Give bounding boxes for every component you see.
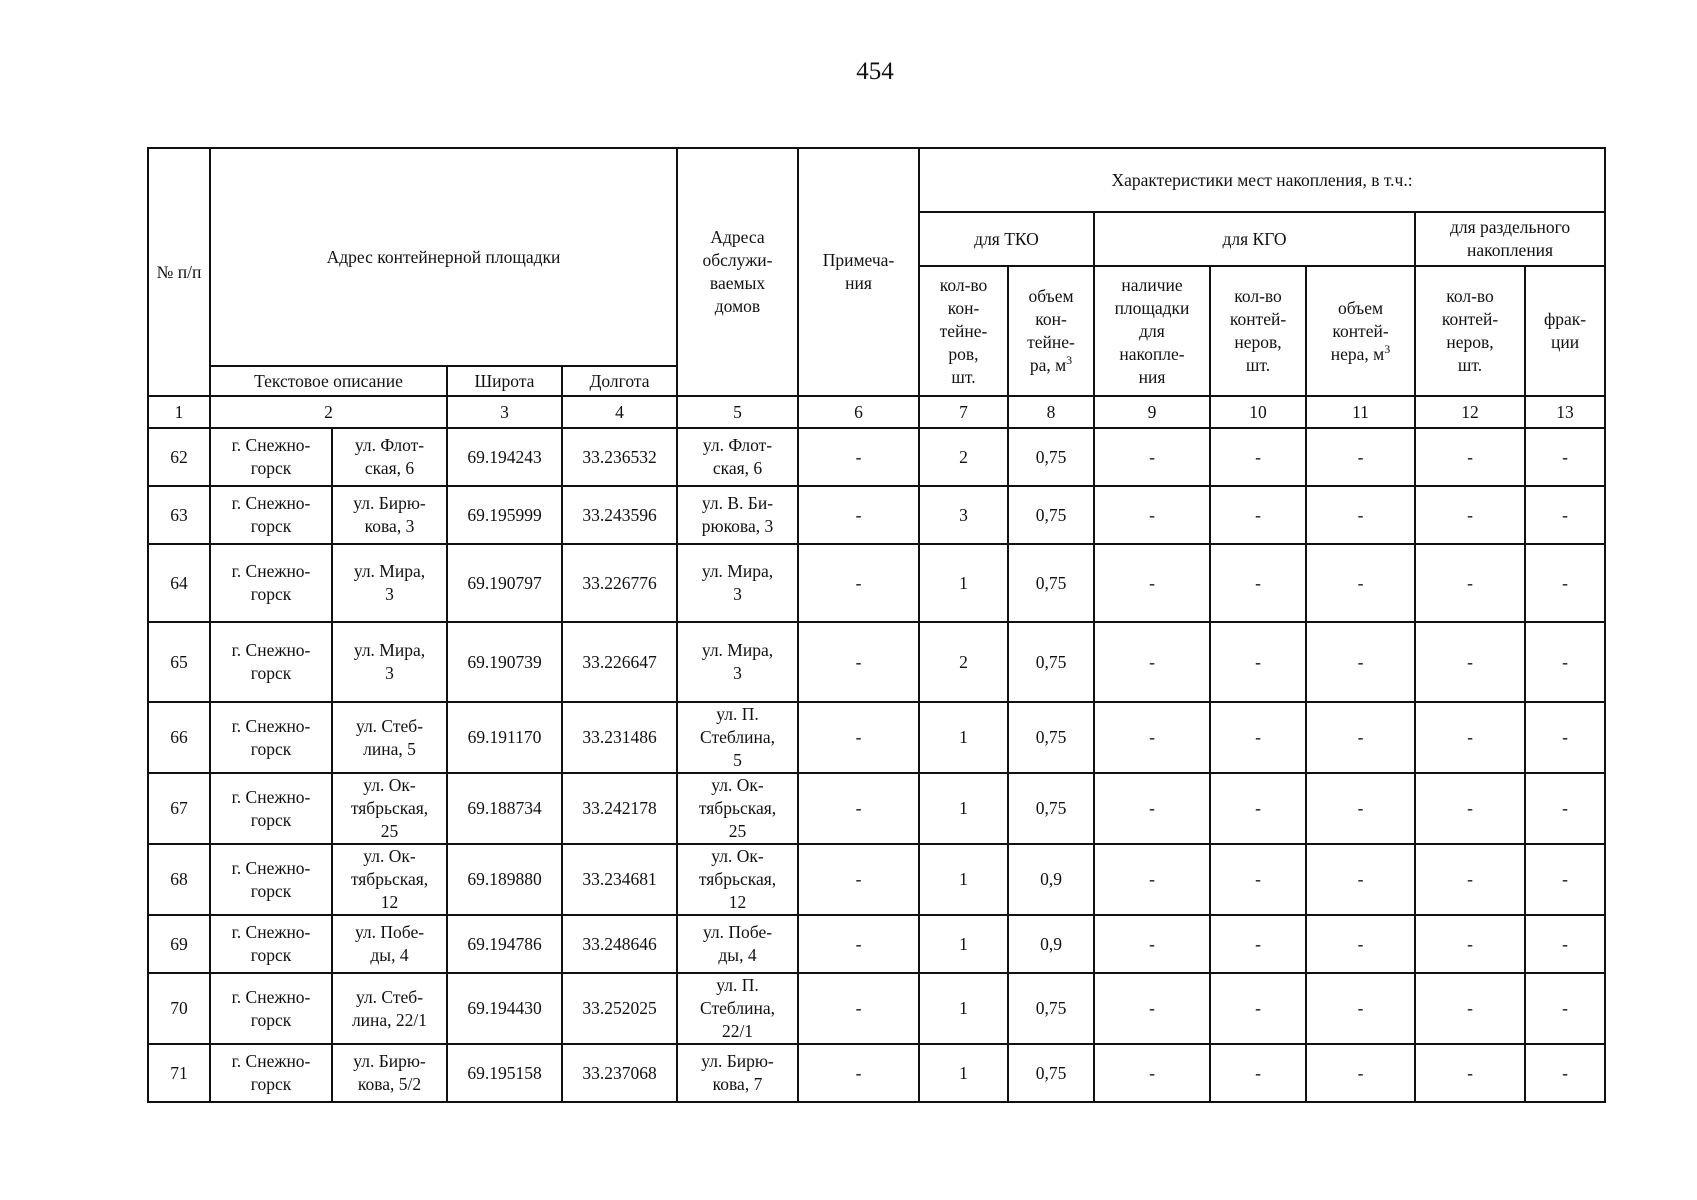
header-separate (1415, 212, 1605, 266)
table-row (148, 844, 1605, 915)
street-cell-line: ул. Бирю- (353, 1051, 426, 1071)
header-line: площадки (1114, 297, 1190, 318)
separate-count-cell: - (1415, 973, 1525, 1044)
fractions-cell: - (1525, 428, 1605, 486)
served-houses-cell (677, 1044, 798, 1102)
longitude-cell: 33.248646 (562, 915, 677, 973)
colnum: 9 (1094, 396, 1210, 428)
header-line: неров, (1234, 332, 1282, 352)
served-houses-cell-line: 25 (728, 821, 747, 841)
header-line: ра, $м^3$ (1029, 353, 1073, 375)
header-line: нера, $м^3$ (1330, 341, 1391, 364)
header-line: фрак- (1543, 309, 1587, 329)
table-row (148, 773, 1605, 844)
longitude-cell: 33.234681 (562, 844, 677, 915)
header-c7 (919, 266, 1008, 396)
street-cell (332, 915, 447, 973)
kgo-count-cell: - (1210, 1044, 1306, 1102)
header-lat (447, 366, 562, 396)
header-address-group (210, 148, 677, 366)
header-line: накопления (1466, 240, 1554, 260)
separate-count-cell: - (1415, 486, 1525, 544)
city-cell-line: горск (250, 1009, 292, 1030)
served-houses-cell (677, 973, 798, 1044)
colnum: 8 (1008, 396, 1094, 428)
kgo-site-cell: - (1094, 844, 1210, 915)
note-cell: - (798, 844, 919, 915)
street-cell (332, 622, 447, 702)
street-cell-line: ул. Побе- (354, 922, 425, 942)
row-number: 65 (148, 622, 210, 702)
fractions-cell: - (1525, 1044, 1605, 1102)
row-number: 64 (148, 544, 210, 622)
street-cell-line: лина, 5 (363, 738, 416, 759)
header-served-houses (677, 148, 798, 396)
street-cell-line: ул. Ок- (363, 775, 416, 795)
table-row (148, 1044, 1605, 1102)
header-c12 (1415, 266, 1525, 396)
street-cell-line: кова, 5/2 (357, 1074, 422, 1094)
served-houses-cell-line: ул. Бирю- (701, 1051, 774, 1071)
latitude-cell: 69.190739 (447, 622, 562, 702)
separate-count-cell: - (1415, 428, 1525, 486)
row-number: 63 (148, 486, 210, 544)
colnum: 12 (1415, 396, 1525, 428)
kgo-volume-cell: - (1306, 973, 1415, 1044)
kgo-site-cell: - (1094, 973, 1210, 1044)
kgo-count-cell: - (1210, 773, 1306, 844)
served-houses-cell (677, 702, 798, 773)
city-cell-line: г. Снежно- (231, 1051, 311, 1071)
header-line: шт. (951, 366, 976, 387)
page-number: 454 (856, 58, 894, 85)
header-line: наличие (1121, 274, 1183, 295)
colnum: 6 (798, 396, 919, 428)
header-characteristics (919, 148, 1605, 212)
separate-count-cell: - (1415, 1044, 1525, 1102)
kgo-volume-cell: - (1306, 428, 1415, 486)
street-cell-line: 25 (380, 821, 399, 841)
tko-count-cell: 2 (919, 622, 1008, 702)
tko-volume-cell: 0,9 (1008, 844, 1094, 915)
latitude-cell: 69.194786 (447, 915, 562, 973)
city-cell-line: горск (250, 663, 292, 683)
served-houses-cell-line: ул. Мира, (701, 640, 774, 660)
street-cell-line: тябрьская, (350, 798, 429, 818)
kgo-site-cell: - (1094, 773, 1210, 844)
row-number: 70 (148, 973, 210, 1044)
served-houses-cell-line: 3 (733, 584, 742, 604)
tko-volume-cell: 0,75 (1008, 622, 1094, 702)
tko-count-cell: 1 (919, 844, 1008, 915)
row-number: 68 (148, 844, 210, 915)
street-cell-line: 12 (380, 892, 399, 912)
header-line: неров, (1446, 332, 1494, 352)
city-cell-line: горск (250, 1074, 292, 1094)
street-cell-line: ул. Флот- (354, 435, 425, 455)
street-cell (332, 486, 447, 544)
street-cell-line: кова, 3 (364, 516, 415, 536)
note-cell: - (798, 702, 919, 773)
tko-volume-cell: 0,75 (1008, 486, 1094, 544)
latitude-cell: 69.190797 (447, 544, 562, 622)
tko-volume-cell: 0,75 (1008, 428, 1094, 486)
city-cell (210, 428, 332, 486)
tko-count-cell: 3 (919, 486, 1008, 544)
header-characteristics-text: Характеристики мест накопления, в т.ч.: (1111, 169, 1413, 190)
separate-count-cell: - (1415, 915, 1525, 973)
tko-count-cell: 1 (919, 973, 1008, 1044)
header-line: домов (714, 296, 761, 316)
header-lat-text: Широта (474, 370, 535, 391)
city-cell-line: г. Снежно- (231, 715, 311, 736)
fractions-cell: - (1525, 915, 1605, 973)
tko-count-cell: 1 (919, 544, 1008, 622)
colnum: 1 (148, 396, 210, 428)
header-line: ния (845, 273, 872, 293)
kgo-count-cell: - (1210, 486, 1306, 544)
colnum: 3 (447, 396, 562, 428)
colnum: 2 (210, 396, 447, 428)
kgo-volume-cell: - (1306, 622, 1415, 702)
city-cell-line: горск (250, 584, 292, 604)
city-cell (210, 1044, 332, 1102)
city-cell (210, 622, 332, 702)
city-cell-line: г. Снежно- (231, 561, 311, 581)
served-houses-cell-line: ул. Мира, (701, 561, 774, 581)
street-cell-line: 3 (385, 663, 394, 683)
kgo-site-cell: - (1094, 915, 1210, 973)
kgo-count-cell: - (1210, 428, 1306, 486)
city-cell-line: г. Снежно- (231, 786, 311, 807)
served-houses-cell-line: рюкова, 3 (701, 516, 774, 536)
served-houses-cell-line: ул. Флот- (702, 435, 773, 455)
city-cell (210, 702, 332, 773)
separate-count-cell: - (1415, 773, 1525, 844)
tko-volume-cell: 0,75 (1008, 544, 1094, 622)
tko-count-cell: 1 (919, 702, 1008, 773)
header-line: кон- (1035, 309, 1067, 329)
city-cell-line: горск (250, 880, 292, 901)
kgo-site-cell: - (1094, 428, 1210, 486)
separate-count-cell: - (1415, 622, 1525, 702)
street-cell-line: ская, 6 (364, 458, 415, 478)
tko-count-cell: 1 (919, 773, 1008, 844)
kgo-count-cell: - (1210, 622, 1306, 702)
longitude-cell: 33.226647 (562, 622, 677, 702)
header-line: кол-во (939, 274, 988, 295)
served-houses-cell-line: ул. В. Би- (701, 493, 774, 513)
street-cell-line: ул. Стеб- (355, 986, 424, 1007)
header-line: шт. (1245, 355, 1271, 375)
header-line: накопле- (1119, 343, 1185, 364)
served-houses-cell-line: ул. П. (716, 704, 759, 724)
header-line: тейне- (1027, 332, 1075, 352)
fractions-cell: - (1525, 544, 1605, 622)
row-number: 62 (148, 428, 210, 486)
city-cell (210, 973, 332, 1044)
header-num-text: № п/п (156, 261, 202, 282)
kgo-volume-cell: - (1306, 544, 1415, 622)
kgo-count-cell: - (1210, 544, 1306, 622)
street-cell-line: тябрьская, (350, 869, 429, 889)
served-houses-cell (677, 544, 798, 622)
separate-count-cell: - (1415, 702, 1525, 773)
tko-volume-cell: 0,75 (1008, 1044, 1094, 1102)
header-c13 (1525, 266, 1605, 396)
longitude-cell: 33.242178 (562, 773, 677, 844)
container-sites-table (147, 147, 1606, 1103)
header-line: кол-во (1446, 286, 1494, 306)
header-line: для раздельного (1449, 217, 1571, 237)
table-row (148, 973, 1605, 1044)
table-row (148, 702, 1605, 773)
kgo-count-cell: - (1210, 915, 1306, 973)
fractions-cell: - (1525, 702, 1605, 773)
kgo-site-cell: - (1094, 622, 1210, 702)
kgo-count-cell: - (1210, 702, 1306, 773)
header-text-desc (210, 366, 447, 396)
city-cell-line: г. Снежно- (231, 857, 311, 878)
latitude-cell: 69.191170 (447, 702, 562, 773)
street-cell-line: ул. Мира, (353, 640, 426, 660)
header-c11 (1306, 266, 1415, 396)
header-num (148, 148, 210, 396)
city-cell-line: горск (250, 458, 292, 478)
city-cell-line: горск (250, 945, 292, 965)
city-cell (210, 844, 332, 915)
served-houses-cell (677, 428, 798, 486)
street-cell-line: ул. Стеб- (355, 715, 424, 736)
kgo-site-cell: - (1094, 486, 1210, 544)
note-cell: - (798, 428, 919, 486)
superscript: 3 (1384, 341, 1391, 356)
kgo-volume-cell: - (1306, 1044, 1415, 1102)
street-cell (332, 702, 447, 773)
served-houses-cell-line: ды, 4 (718, 945, 757, 965)
header-line: для (1139, 320, 1165, 341)
city-cell-line: горск (250, 809, 292, 830)
city-cell-line: горск (250, 738, 292, 759)
longitude-cell: 33.237068 (562, 1044, 677, 1102)
latitude-cell: 69.194243 (447, 428, 562, 486)
header-line: контей- (1229, 309, 1287, 329)
longitude-cell: 33.236532 (562, 428, 677, 486)
separate-count-cell: - (1415, 844, 1525, 915)
fractions-cell: - (1525, 844, 1605, 915)
fractions-cell: - (1525, 622, 1605, 702)
header-line: контей- (1332, 320, 1389, 341)
served-houses-cell (677, 622, 798, 702)
header-lon-text: Долгота (589, 370, 650, 391)
city-cell (210, 486, 332, 544)
longitude-cell: 33.231486 (562, 702, 677, 773)
colnum: 5 (677, 396, 798, 428)
city-cell (210, 915, 332, 973)
street-cell (332, 1044, 447, 1102)
header-line: ции (1550, 332, 1580, 352)
tko-volume-cell: 0,75 (1008, 702, 1094, 773)
street-cell-line: лина, 22/1 (351, 1009, 428, 1030)
served-houses-cell-line: 12 (728, 892, 747, 912)
served-houses-cell-line: Стеблина, (700, 998, 775, 1018)
tko-count-cell: 2 (919, 428, 1008, 486)
column-numbers-row (148, 396, 1605, 428)
served-houses-cell-line: ул. Ок- (711, 775, 764, 795)
superscript: 3 (1066, 353, 1073, 368)
colnum: 10 (1210, 396, 1306, 428)
served-houses-cell-line: ул. Ок- (711, 846, 764, 866)
tko-count-cell: 1 (919, 915, 1008, 973)
latitude-cell: 69.194430 (447, 973, 562, 1044)
fractions-cell: - (1525, 773, 1605, 844)
served-houses-cell (677, 844, 798, 915)
served-houses-cell-line: кова, 7 (712, 1074, 763, 1094)
header-c8 (1008, 266, 1094, 396)
separate-count-cell: - (1415, 544, 1525, 622)
street-cell (332, 973, 447, 1044)
city-cell-line: горск (250, 516, 292, 536)
note-cell: - (798, 773, 919, 844)
served-houses-cell-line: Стеблина, (700, 727, 775, 747)
latitude-cell: 69.195158 (447, 1044, 562, 1102)
row-number: 69 (148, 915, 210, 973)
kgo-volume-cell: - (1306, 915, 1415, 973)
served-houses-cell-line: ская, 6 (712, 458, 763, 478)
colnum: 11 (1306, 396, 1415, 428)
header-line: ния (1138, 366, 1166, 387)
city-cell-line: г. Снежно- (231, 493, 311, 513)
table-row (148, 915, 1605, 973)
note-cell: - (798, 622, 919, 702)
header-line: кол-во (1234, 286, 1282, 306)
header-line: Адреса (710, 227, 765, 247)
kgo-volume-cell: - (1306, 702, 1415, 773)
tko-volume-cell: 0,75 (1008, 773, 1094, 844)
kgo-site-cell: - (1094, 1044, 1210, 1102)
kgo-count-cell: - (1210, 973, 1306, 1044)
header-text-desc-text: Текстовое описание (254, 370, 403, 391)
header-line: объем (1028, 286, 1074, 306)
row-number: 71 (148, 1044, 210, 1102)
table-row (148, 486, 1605, 544)
header-tko-text: для ТКО (974, 228, 1039, 249)
served-houses-cell-line: тябрьская, (698, 869, 777, 889)
header-line: обслужи- (702, 250, 773, 270)
note-cell: - (798, 973, 919, 1044)
served-houses-cell-line: 5 (733, 750, 742, 770)
street-cell-line: ул. Мира, (353, 561, 426, 581)
kgo-site-cell: - (1094, 702, 1210, 773)
header-line: Примеча- (822, 250, 895, 270)
tko-count-cell: 1 (919, 1044, 1008, 1102)
header-line: шт. (1457, 355, 1483, 375)
latitude-cell: 69.195999 (447, 486, 562, 544)
city-cell-line: г. Снежно- (231, 922, 311, 942)
kgo-volume-cell: - (1306, 486, 1415, 544)
served-houses-cell (677, 486, 798, 544)
kgo-count-cell: - (1210, 844, 1306, 915)
served-houses-cell-line: 22/1 (721, 1021, 754, 1041)
header-line: контей- (1441, 309, 1499, 329)
served-houses-cell-line: тябрьская, (698, 798, 777, 818)
street-cell (332, 544, 447, 622)
colnum: 7 (919, 396, 1008, 428)
table-row (148, 544, 1605, 622)
tko-volume-cell: 0,75 (1008, 973, 1094, 1044)
longitude-cell: 33.252025 (562, 973, 677, 1044)
street-cell-line: ул. Бирю- (353, 493, 426, 513)
header-line: объем (1337, 297, 1384, 318)
kgo-site-cell: - (1094, 544, 1210, 622)
header-line: тейне- (939, 320, 988, 341)
served-houses-cell (677, 915, 798, 973)
table-body (148, 428, 1605, 1102)
header-tko (919, 212, 1094, 266)
street-cell-line: ды, 4 (370, 945, 409, 965)
header-c10 (1210, 266, 1306, 396)
street-cell (332, 773, 447, 844)
longitude-cell: 33.226776 (562, 544, 677, 622)
served-houses-cell-line: ул. П. (716, 975, 759, 995)
street-cell-line: ул. Ок- (363, 846, 416, 866)
fractions-cell: - (1525, 486, 1605, 544)
row-number: 67 (148, 773, 210, 844)
city-cell-line: г. Снежно- (231, 640, 311, 660)
header-line: кон- (947, 297, 980, 318)
latitude-cell: 69.188734 (447, 773, 562, 844)
header-address-text: Адрес контейнерной площадки (326, 246, 561, 267)
note-cell: - (798, 486, 919, 544)
header-kgo (1094, 212, 1415, 266)
tko-volume-cell: 0,9 (1008, 915, 1094, 973)
table-row (148, 428, 1605, 486)
fractions-cell: - (1525, 973, 1605, 1044)
colnum: 13 (1525, 396, 1605, 428)
header-line: ров, (948, 343, 979, 364)
header-c9 (1094, 266, 1210, 396)
longitude-cell: 33.243596 (562, 486, 677, 544)
city-cell (210, 773, 332, 844)
city-cell (210, 544, 332, 622)
kgo-volume-cell: - (1306, 844, 1415, 915)
city-cell-line: г. Снежно- (231, 986, 311, 1007)
table-row (148, 622, 1605, 702)
served-houses-cell (677, 773, 798, 844)
row-number: 66 (148, 702, 210, 773)
header-kgo-text: для КГО (1222, 228, 1287, 249)
served-houses-cell-line: 3 (733, 663, 742, 683)
city-cell-line: г. Снежно- (231, 435, 311, 455)
latitude-cell: 69.189880 (447, 844, 562, 915)
street-cell-line: 3 (385, 584, 394, 604)
street-cell (332, 844, 447, 915)
header-line: ваемых (709, 273, 766, 293)
note-cell: - (798, 915, 919, 973)
served-houses-cell-line: ул. Побе- (702, 922, 773, 942)
kgo-volume-cell: - (1306, 773, 1415, 844)
colnum: 4 (562, 396, 677, 428)
header-notes (798, 148, 919, 396)
header-lon (562, 366, 677, 396)
note-cell: - (798, 1044, 919, 1102)
street-cell (332, 428, 447, 486)
note-cell: - (798, 544, 919, 622)
